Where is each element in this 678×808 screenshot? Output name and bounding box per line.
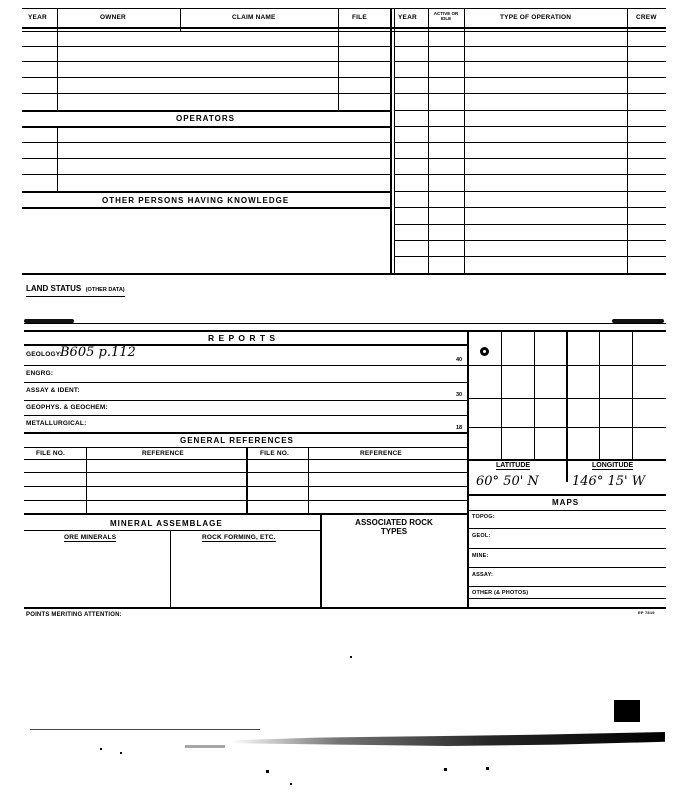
ref-header-file-no-2: FILE NO. <box>260 450 290 457</box>
other-persons-heading: OTHER PERSONS HAVING KNOWLEDGE <box>102 196 290 205</box>
operators-heading: OPERATORS <box>176 114 235 123</box>
land-status-sub: (OTHER DATA) <box>85 287 125 293</box>
maps-other-photos: OTHER (& PHOTOS) <box>472 590 529 596</box>
header-type-of-operation: TYPE OF OPERATION <box>500 14 572 21</box>
maps-assay: ASSAY: <box>472 572 494 578</box>
header-year: YEAR <box>28 14 47 21</box>
rock-forming-header: ROCK FORMING, ETC. <box>202 534 276 541</box>
ref-header-reference: REFERENCE <box>142 450 184 457</box>
land-status-label: LAND STATUS <box>26 284 82 293</box>
maps-topog: TOPOG: <box>472 514 495 520</box>
header-active-or-idle: ACTIVE OR IDLE <box>433 11 459 21</box>
general-references-heading: GENERAL REFERENCES <box>180 436 294 445</box>
header-claim-name: CLAIM NAME <box>232 14 276 21</box>
form-code: EP 7819 <box>638 610 655 615</box>
report-label-geology: GEOLOGY: <box>26 351 63 358</box>
latitude-value: 60° 50' N <box>476 474 539 489</box>
report-label-metallurgical: METALLURGICAL: <box>26 420 87 427</box>
report-num-assay: 30 <box>456 392 463 398</box>
report-label-geophys: GEOPHYS. & GEOCHEM: <box>26 404 108 411</box>
ref-header-reference-2: REFERENCE <box>360 450 402 457</box>
maps-mine: MINE: <box>472 553 489 559</box>
report-num-geology: 40 <box>456 357 463 363</box>
longitude-value: 146° 15' W <box>572 474 646 489</box>
header-owner: OWNER <box>100 14 126 21</box>
maps-heading: MAPS <box>552 498 580 507</box>
ref-header-file-no: FILE NO. <box>36 450 66 457</box>
header-file: FILE <box>352 14 367 21</box>
land-status <box>26 278 125 297</box>
longitude-label: LONGITUDE <box>592 462 634 469</box>
report-label-engrg: ENGRG: <box>26 370 54 377</box>
latitude-label: LATITUDE <box>496 462 531 469</box>
points-meriting-attention: POINTS MERITING ATTENTION: <box>26 612 122 618</box>
header-year-right: YEAR <box>398 14 417 21</box>
maps-geol: GEOL: <box>472 533 491 539</box>
header-crew: CREW <box>636 14 657 21</box>
associated-rock-types-header: ASSOCIATED ROCK TYPES <box>355 518 433 536</box>
report-label-assay: ASSAY & IDENT: <box>26 387 80 394</box>
mineral-assemblage-heading: MINERAL ASSEMBLAGE <box>110 519 223 528</box>
report-num-metallurgical: 18 <box>456 425 463 431</box>
report-value-geology: B605 p.112 <box>60 345 136 360</box>
reports-heading: R E P O R T S <box>208 333 277 343</box>
ore-minerals-header: ORE MINERALS <box>64 534 117 541</box>
